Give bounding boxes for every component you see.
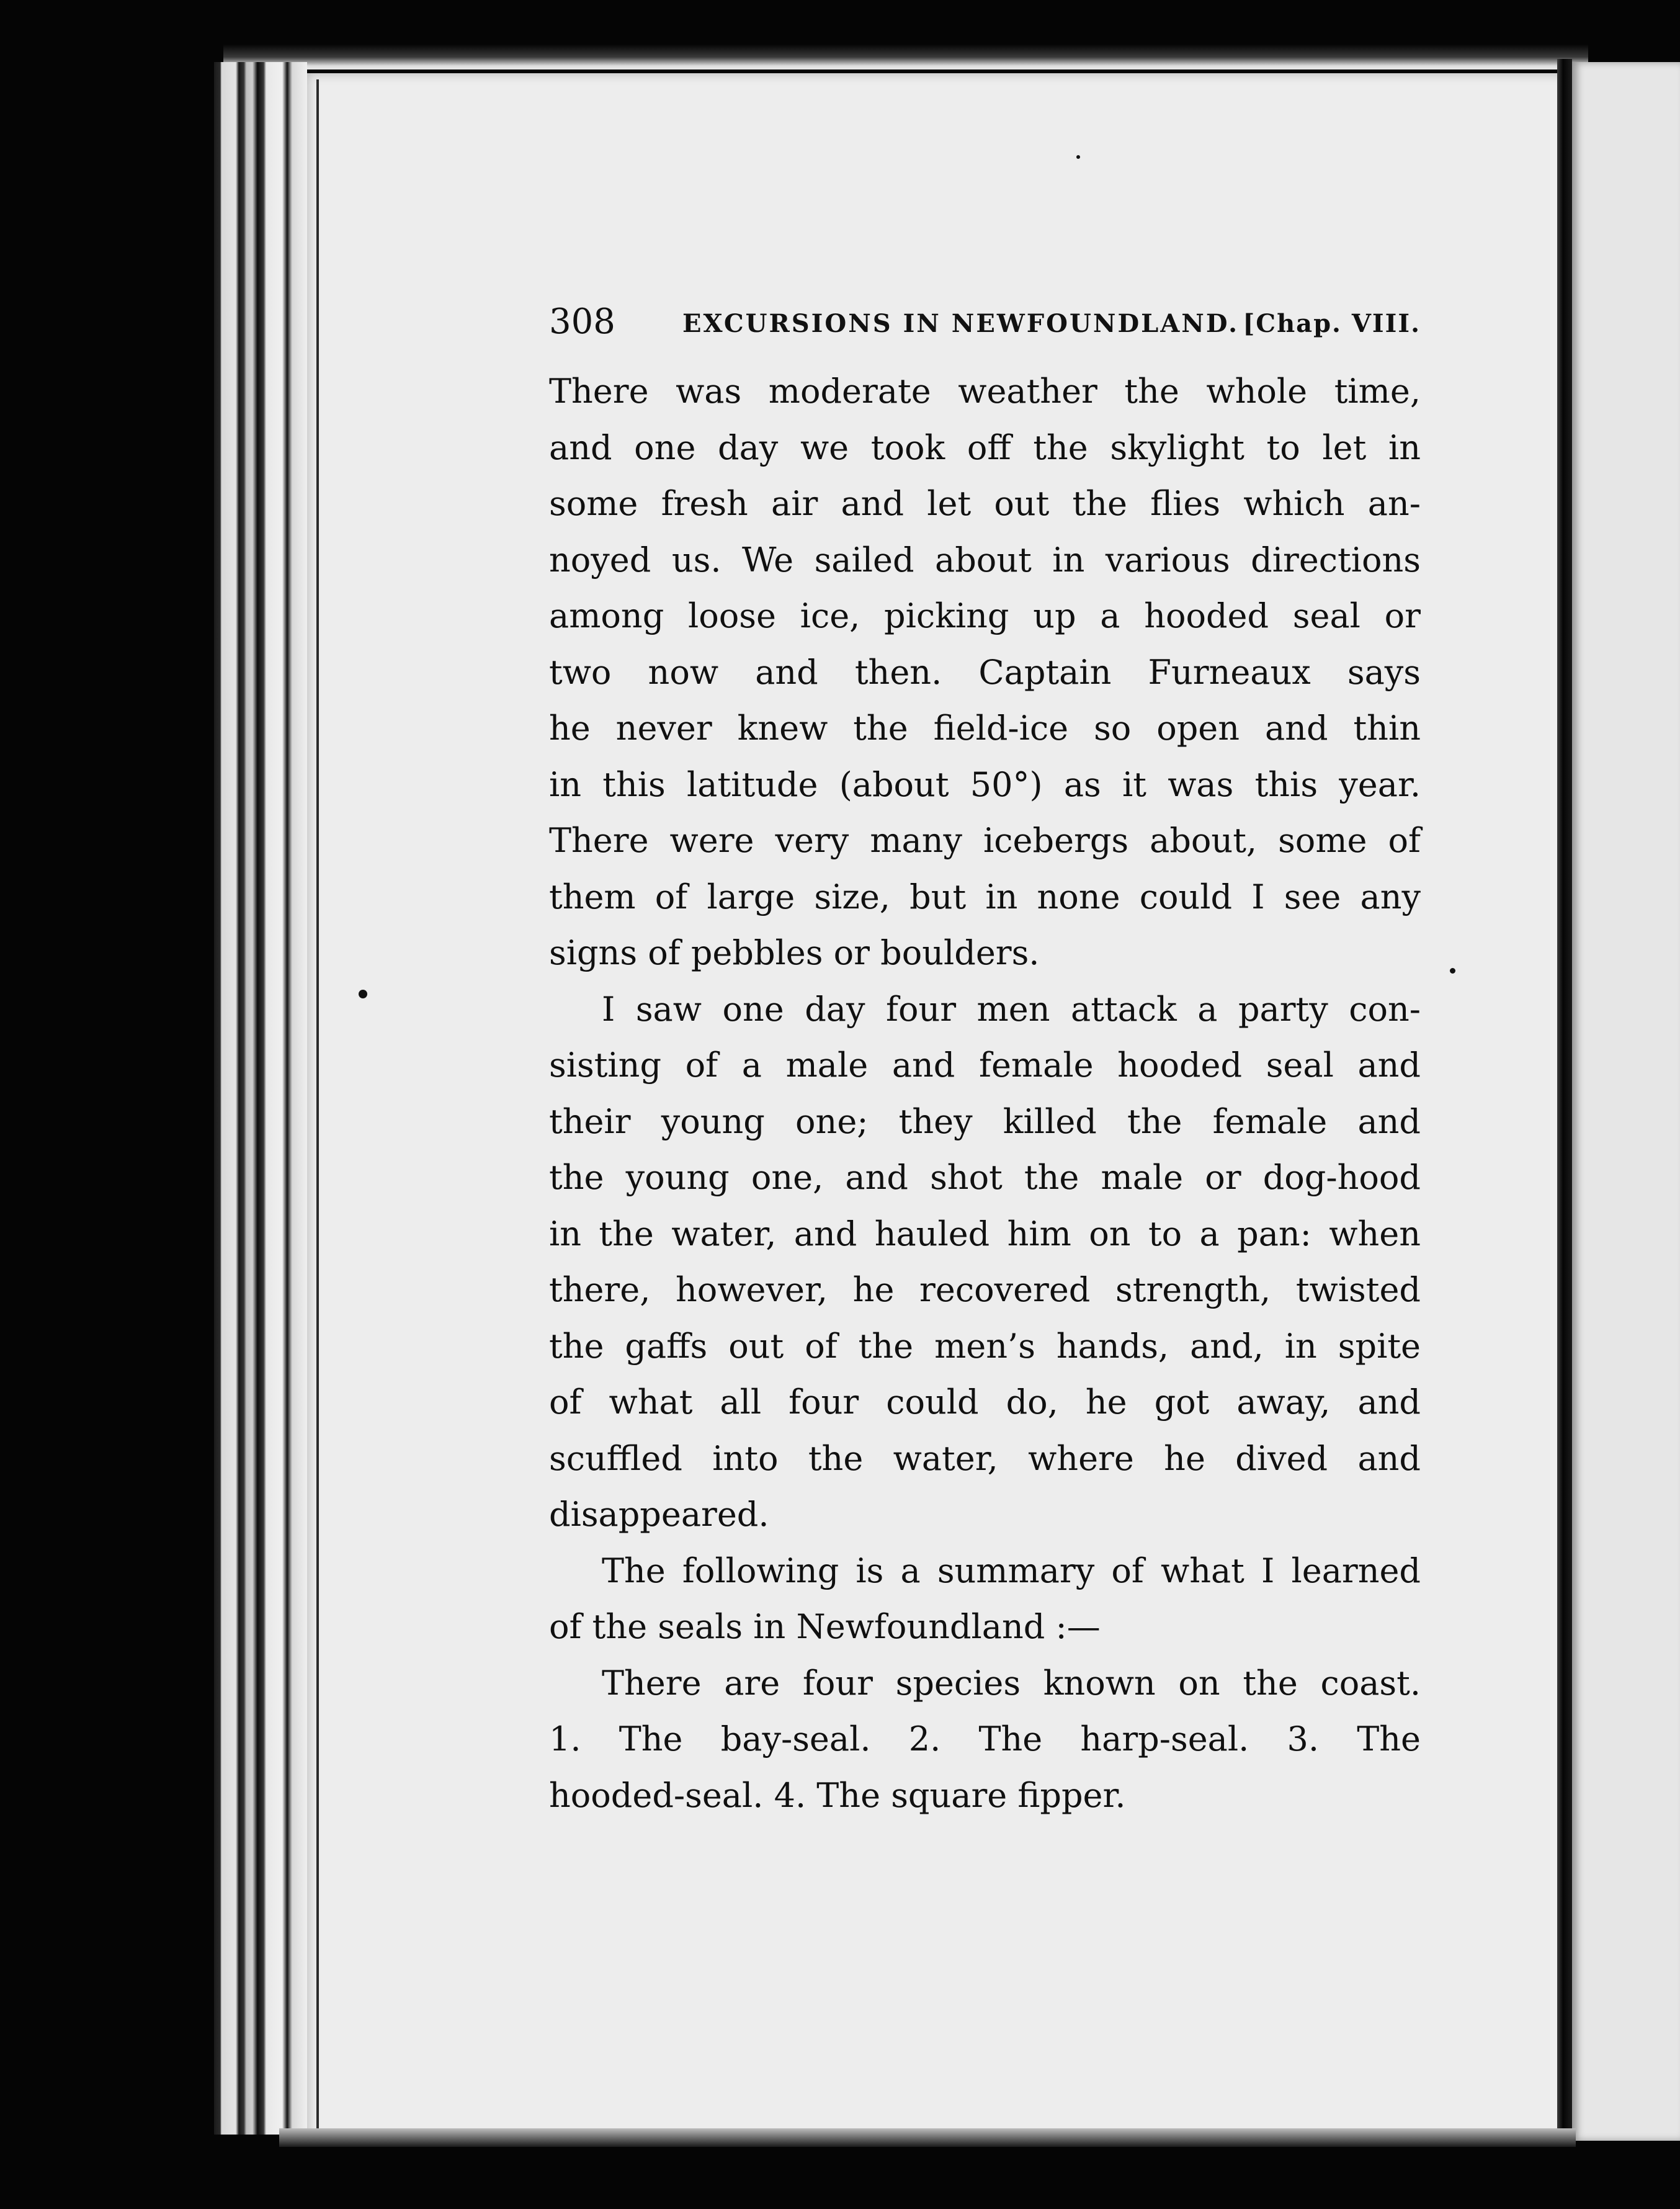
text-line: sisting of a male and female hooded seal and xyxy=(549,1046,1421,1085)
text-line: the gaffs out of the men’s hands, and, in spite xyxy=(549,1326,1421,1366)
text-line: there, however, he recovered strength, twisted xyxy=(549,1270,1421,1309)
body-text xyxy=(549,364,1421,1824)
text-line: 1. The bay-seal. 2. The harp-seal. 3. The xyxy=(549,1719,1421,1759)
text-line: some fresh air and let out the flies which an- xyxy=(549,484,1421,523)
book-page-edges xyxy=(214,62,307,2135)
scan-speck xyxy=(1450,968,1455,974)
book-top-edge xyxy=(223,45,1588,69)
scan-speck xyxy=(1076,155,1080,159)
text-line: of the seals in Newfoundland :— xyxy=(549,1607,1101,1646)
text-line: disappeared. xyxy=(549,1495,769,1534)
running-header xyxy=(549,300,1421,344)
text-line: in this latitude (about 50°) as it was this year. xyxy=(549,764,1421,804)
facing-page-edge xyxy=(1572,62,1680,2141)
chapter-reference: [Chap. VIII. xyxy=(1243,309,1421,338)
book-gutter xyxy=(1557,59,1572,2144)
text-line: their young one; they killed the female and xyxy=(549,1101,1421,1141)
book-bottom-edge xyxy=(279,2128,1576,2147)
scan-speck xyxy=(359,990,367,998)
text-line: in the water, and hauled him on to a pan: when xyxy=(549,1214,1421,1253)
text-line: noyed us. We sailed about in various directions xyxy=(549,540,1421,580)
running-head-title: EXCURSIONS IN NEWFOUNDLAND. xyxy=(682,309,1240,338)
text-line: and one day we took off the skylight to let in xyxy=(549,428,1421,467)
text-line: he never knew the field-ice so open and thin xyxy=(549,709,1421,748)
text-line: hooded-seal. 4. The square fipper. xyxy=(549,1775,1126,1815)
page-number: 308 xyxy=(549,302,615,342)
text-line: There was moderate weather the whole time, xyxy=(549,372,1421,411)
text-line: the young one, and shot the male or dog-hood xyxy=(549,1158,1421,1197)
text-line: among loose ice, picking up a hooded seal or xyxy=(549,596,1421,635)
text-line: signs of pebbles or boulders. xyxy=(549,933,1040,972)
paragraph-start-line: The following is a summary of what I learned xyxy=(602,1551,1421,1590)
paragraph-start-line: I saw one day four men attack a party con- xyxy=(602,989,1421,1029)
paragraph-start-line: There are four species known on the coast. xyxy=(602,1663,1421,1703)
text-line: two now and then. Captain Furneaux says xyxy=(549,652,1421,692)
text-line: them of large size, but in none could I see any xyxy=(549,877,1421,916)
text-line: There were very many icebergs about, some of xyxy=(549,821,1421,860)
text-line: scuffled into the water, where he dived and xyxy=(549,1438,1421,1478)
text-line: of what all four could do, he got away, and xyxy=(549,1382,1421,1422)
